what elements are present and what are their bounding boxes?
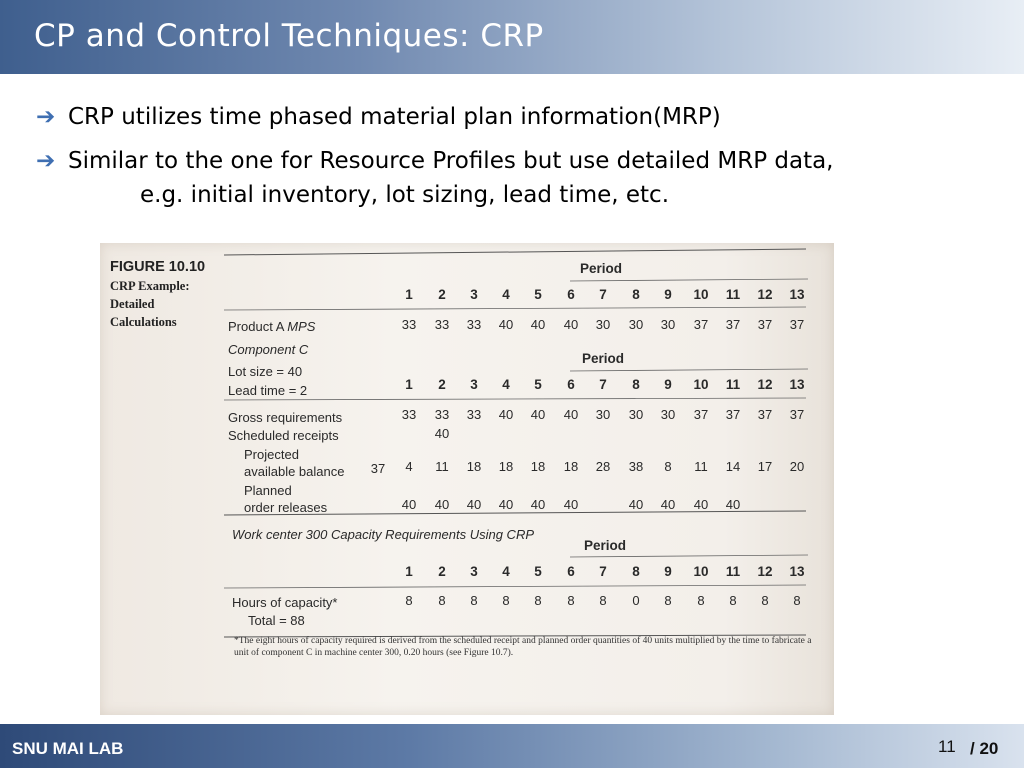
table-cell: 33	[401, 407, 417, 422]
page-number: 11	[938, 737, 956, 756]
bullet-item	[36, 144, 996, 212]
table-cell: 7	[599, 564, 607, 579]
table-cell: 38	[628, 459, 644, 474]
table-cell: 30	[595, 407, 611, 422]
title-bar	[0, 0, 1024, 74]
table-cell: 7	[599, 377, 607, 392]
table-cell: 3	[470, 564, 478, 579]
por-label-line2: order releases	[244, 500, 328, 515]
table-cell: 12	[757, 287, 773, 302]
table-cell: 4	[502, 564, 510, 579]
work-center-title: Work center 300 Capacity Requirements Using CRP	[232, 527, 535, 542]
table-cell: 8	[502, 593, 510, 608]
table-cell: 8	[632, 377, 640, 392]
table-cell: 40	[725, 497, 741, 512]
table-cell: 8	[632, 287, 640, 302]
table-cell: 8	[664, 593, 672, 608]
table-cell: 9	[664, 564, 672, 579]
table-cell: 5	[534, 287, 542, 302]
bullet-text-line1: Similar to the one for Resource Profiles but use detailed MRP data,	[68, 148, 834, 174]
total-label: Total = 88	[248, 613, 305, 628]
table-cell: 5	[534, 377, 542, 392]
hours-label: Hours of capacity*	[232, 595, 338, 610]
table-cell: 8	[438, 593, 446, 608]
period-header: Period	[582, 351, 625, 366]
por-label-line1: Planned	[244, 483, 292, 498]
table-cell: 13	[789, 564, 805, 579]
table-cell: 37	[725, 317, 741, 332]
bullet-item	[36, 100, 996, 134]
crp-figure-image	[100, 243, 834, 715]
arrow-right-icon: ➔	[36, 148, 56, 174]
figure-caption	[110, 259, 220, 331]
table-cell: 10	[693, 377, 709, 392]
table-cell: 40	[498, 317, 514, 332]
mps-product-label: Product A	[228, 319, 284, 334]
table-cell: 37	[725, 407, 741, 422]
table-cell: 5	[534, 564, 542, 579]
table-cell: 13	[789, 377, 805, 392]
table-cell: 8	[697, 593, 705, 608]
table-cell: 40	[693, 497, 709, 512]
table-cell: 40	[498, 407, 514, 422]
arrow-right-icon: ➔	[36, 104, 56, 130]
caption-line: Calculations	[110, 315, 177, 329]
table-cell: 8	[761, 593, 769, 608]
table-cell: 30	[660, 407, 676, 422]
table-cell: 40	[498, 497, 514, 512]
table-cell: 40	[563, 317, 579, 332]
table-cell: 37	[789, 317, 805, 332]
table-cell: 30	[628, 317, 644, 332]
table-cell: 11	[725, 287, 741, 302]
table-cell: 17	[757, 459, 773, 474]
table-cell: 33	[466, 407, 482, 422]
bullet-list	[36, 100, 996, 222]
table-cell: 33	[466, 317, 482, 332]
table-cell: 18	[530, 459, 546, 474]
table-cell: 18	[563, 459, 579, 474]
table-cell: 14	[725, 459, 741, 474]
table-cell: 6	[567, 377, 575, 392]
table-cell: 11	[435, 459, 449, 474]
table-cell: 8	[729, 593, 737, 608]
mps-label: MPS	[287, 319, 316, 334]
table-cell: 3	[470, 377, 478, 392]
table-cell: 8	[470, 593, 478, 608]
table-cell: 2	[438, 377, 446, 392]
table-cell: 30	[660, 317, 676, 332]
table-cell: 40	[530, 497, 546, 512]
table-cell: 40	[434, 497, 450, 512]
table-cell: 40	[563, 407, 579, 422]
mps-row-label	[228, 319, 315, 334]
table-cell: 8	[599, 593, 607, 608]
table-cell: 6	[567, 287, 575, 302]
table-cell: 40	[530, 317, 546, 332]
figure-footnote: *The eight hours of capacity required is derived from the scheduled receipt and planned order quantities of 40 units multiplied by the time to fabricate a unit of component C in machine center 300, 0.20 hours (see Figure 10.7).	[234, 636, 812, 658]
page-total: / 20	[970, 739, 999, 758]
table-cell: 4	[502, 377, 510, 392]
table-cell: 10	[693, 287, 709, 302]
table-cell: 8	[664, 459, 672, 474]
period-header: Period	[580, 261, 623, 276]
table-cell: 7	[599, 287, 607, 302]
table-cell: 8	[567, 593, 575, 608]
caption-line: CRP Example:	[110, 279, 190, 293]
table-cell: 40	[401, 497, 417, 512]
table-cell: 10	[693, 564, 709, 579]
table-cell: 4	[405, 459, 413, 474]
table-cell: 12	[757, 377, 773, 392]
gross-requirements-label: Gross requirements	[228, 410, 343, 425]
table-cell: 40	[660, 497, 676, 512]
table-cell: 8	[405, 593, 413, 608]
period-header: Period	[584, 538, 627, 553]
pab-initial: 37	[370, 461, 386, 476]
table-cell: 3	[470, 287, 478, 302]
pab-label-line2: available balance	[244, 464, 345, 479]
table-cell: 8	[632, 564, 640, 579]
table-cell: 40	[563, 497, 579, 512]
table-cell: 11	[725, 564, 741, 579]
table-cell: 40	[530, 407, 546, 422]
footer-bar	[0, 724, 1024, 768]
table-cell: 37	[693, 407, 709, 422]
table-cell: 8	[793, 593, 801, 608]
table-cell: 40	[628, 497, 644, 512]
table-cell: 33	[401, 317, 417, 332]
table-cell: 37	[693, 317, 709, 332]
table-cell: 37	[757, 407, 773, 422]
table-cell: 33	[434, 407, 450, 422]
table-cell: 12	[757, 564, 773, 579]
table-cell: 8	[534, 593, 542, 608]
bullet-text-line2: e.g. initial inventory, lot sizing, lead time, etc.	[140, 182, 670, 208]
table-cell: 2	[438, 564, 446, 579]
table-cell: 4	[502, 287, 510, 302]
caption-line: Detailed	[110, 297, 155, 311]
lot-size-label: Lot size = 40	[228, 364, 303, 379]
table-cell: 6	[567, 564, 575, 579]
table-cell: 37	[789, 407, 805, 422]
table-cell: 33	[434, 317, 450, 332]
component-label: Component C	[228, 342, 309, 357]
slide-title: CP and Control Techniques: CRP	[34, 18, 544, 54]
table-cell: 13	[789, 287, 805, 302]
table-cell: 30	[595, 317, 611, 332]
table-cell: 37	[757, 317, 773, 332]
lab-name: SNU MAI LAB	[12, 739, 124, 758]
table-cell: 20	[789, 459, 805, 474]
table-cell: 1	[405, 287, 413, 302]
bullet-text: CRP utilizes time phased material plan information(MRP)	[68, 104, 721, 130]
table-cell: 9	[664, 287, 672, 302]
table-cell: 0	[632, 593, 640, 608]
figure-label: FIGURE 10.10	[110, 259, 206, 275]
table-cell: 1	[405, 564, 413, 579]
table-cell: 11	[694, 459, 708, 474]
lead-time-label: Lead time = 2	[228, 383, 308, 398]
table-cell: 40	[434, 426, 450, 441]
table-cell: 11	[725, 377, 741, 392]
table-cell: 40	[466, 497, 482, 512]
table-cell: 18	[498, 459, 514, 474]
table-cell: 18	[466, 459, 482, 474]
table-cell: 9	[664, 377, 672, 392]
table-cell: 2	[438, 287, 446, 302]
table-cell: 30	[628, 407, 644, 422]
table-cell: 1	[405, 377, 413, 392]
pab-label-line1: Projected	[244, 447, 299, 462]
scheduled-receipts-label: Scheduled receipts	[228, 428, 339, 443]
table-cell: 28	[595, 459, 611, 474]
